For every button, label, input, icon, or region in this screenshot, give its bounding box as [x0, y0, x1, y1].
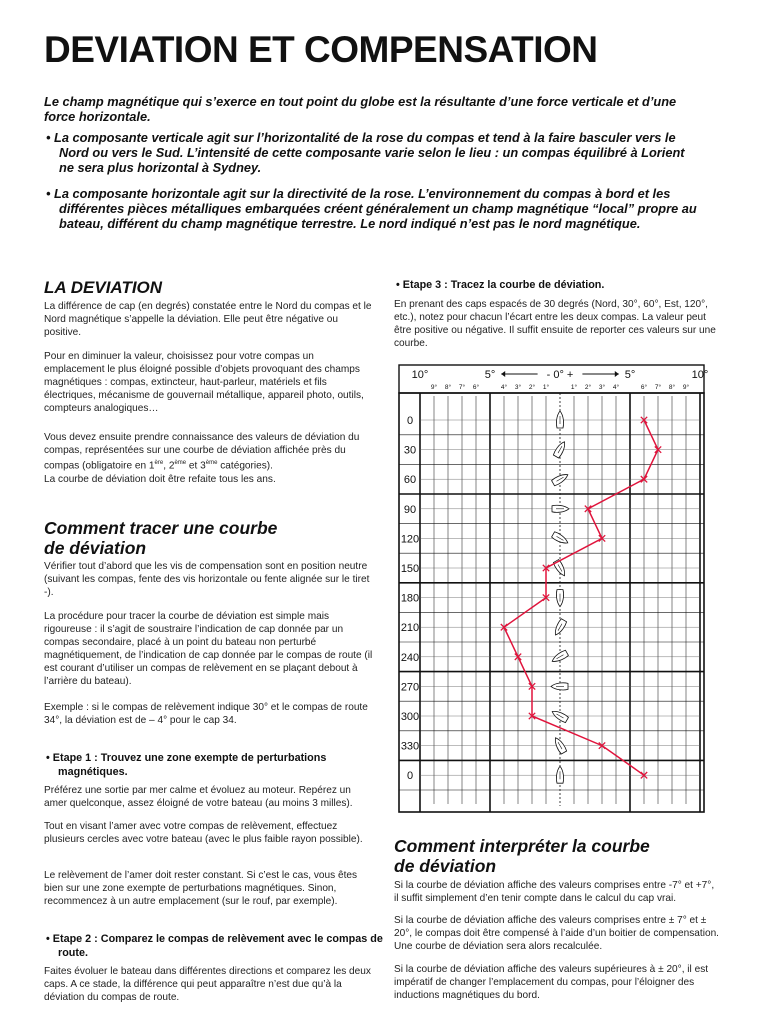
arrow-right-head — [615, 371, 619, 377]
axis-label-minor: 2° — [584, 384, 592, 391]
interpret-paragraph-3: Si la courbe de déviation affiche des valeurs supérieures à ± 20°, il est impératif de changer l’emplacement du compas, pour l’éloigner des inductions magnétiques du bord. — [394, 964, 709, 1002]
interpret-heading-line-2: de déviation — [394, 856, 497, 876]
step-2-paragraph-1: Faites évoluer le bateau dans différentes directions et comparez les deux caps. A ce stade, la différence qui peut apparaître n’est due qu’à la déviation du compas de route. — [44, 966, 371, 1004]
trace-paragraph-2: La procédure pour tracer la courbe de déviation est simple mais rigoureuse : il s’agit de soustraire l’indication de cap donnée par un compas secondaire, placé à un point du bateau non perturbé magnétiquement, de l’indication de cap donnée par le compas de route (il est courant d’utiliser un compas de relèvement en se plaçant debout à l’arrière du bateau). — [44, 611, 373, 688]
axis-label-minor: 1° — [542, 384, 550, 391]
boat-icon — [550, 708, 568, 723]
trace-heading-line-1: Comment tracer une courbe — [44, 518, 278, 538]
boat-icon — [551, 472, 569, 487]
chart-grid — [399, 365, 704, 812]
heading-label: 270 — [400, 681, 420, 694]
intro-text: Le champ magnétique qui s’exerce en tout point du globe est la résultante d’une force verticale et d’une force horizontale. — [44, 94, 677, 125]
heading-label: 60 — [403, 474, 417, 487]
heading-label: 0 — [406, 770, 414, 783]
deviation-paragraph-3: Vous devez ensuite prendre connaissance des valeurs de déviation du compas, représentées sur une courbe de déviation affichée près du compas (obligatoire en 1ère, 2ème et 3ème catégories). La courbe de déviation doit être refaite tous les ans. — [44, 432, 360, 485]
trace-paragraph-1: Vérifier tout d’abord que les vis de compensation sont en position neutre (suivant les compas, fente des vis horizontale ou fente alignée sur le tiret -). — [44, 561, 370, 599]
step-2-heading: • Etape 2 : Comparez le compas de relèvement avec le compas de route. — [46, 933, 383, 959]
axis-label-major: - 0° + — [546, 369, 574, 381]
heading-label: 210 — [400, 622, 420, 635]
bullet-vertical: • La composante verticale agit sur l’horizontalité de la rose du compas et tend à la faire basculer vers le Nord ou vers le Sud. L’intensité de cette composante varie selon le lieu : un compas équilibré à Lorient ne sera plus horizontal à Sydney. — [46, 130, 685, 176]
arrow-left-head — [501, 371, 505, 377]
heading-label: 300 — [400, 711, 420, 723]
axis-label-major: 5° — [624, 369, 636, 381]
heading-label: 150 — [400, 563, 420, 575]
heading-label: 30 — [403, 444, 417, 457]
axis-label-minor: 9° — [682, 384, 690, 391]
axis-label-major: 5° — [484, 369, 496, 381]
axis-label-minor: 4° — [612, 384, 620, 391]
chart-labels — [401, 369, 709, 782]
heading-label: 240 — [400, 651, 420, 664]
axis-label-minor: 4° — [500, 384, 508, 391]
step-3-paragraph: En prenant des caps espacés de 30 degrés (Nord, 30°, 60°, Est, 120°, etc.), notez pour chacun l’écart entre les deux compas. La valeur peut être positive ou négative. Il suffit ensuite de reporter ces valeurs sur une courbe. — [394, 299, 716, 350]
heading-label: 180 — [400, 592, 420, 605]
interpret-paragraph-1: Si la courbe de déviation affiche des valeurs comprises entre -7° et +7°, il suffit simplement d’en tenir compte dans le calcul du cap vrai. — [394, 880, 715, 905]
deviation-heading: LA DEVIATION — [44, 278, 163, 297]
interpret-heading-line-1: Comment interpréter la courbe — [394, 836, 650, 856]
axis-label-minor: 8° — [668, 384, 676, 391]
step-1-paragraph-3: Le relèvement de l’amer doit rester constant. Si c’est le cas, vous êtes bien sur une zone exempte de perturbations magnétiques. Sinon, recommencez à un autre emplacement (sur le rouf, par exemple). — [44, 870, 358, 908]
page-title: DEVIATION ET COMPENSATION — [44, 29, 598, 70]
bullet-horizontal: • La composante horizontale agit sur la directivité de la rose. L’environnement du compas à bord et les différentes pièces métalliques embarquées créent généralement un champ magnétique “local” propre au bateau, différent du champ magnétique terrestre. Le nord indiqué n’est pas le nord magnétique. — [46, 186, 697, 232]
axis-label-minor: 8° — [444, 384, 452, 391]
deviation-chart — [380, 362, 710, 814]
boat-icon — [550, 650, 568, 665]
axis-label-minor: 6° — [640, 384, 648, 391]
boat-icon — [556, 766, 563, 783]
axis-label-major: 10° — [411, 369, 429, 381]
deviation-paragraph-1: La différence de cap (en degrés) constatée entre le Nord du compas et le Nord magnétique s’appelle la déviation. Elle peut être négative ou positive. — [44, 301, 372, 339]
step-1-paragraph-1: Préférez une sortie par mer calme et évoluez au moteur. Repérez un amer quelconque, assez éloigné de votre bateau (au moins 3 milles). — [44, 785, 353, 810]
step-1-paragraph-2: Tout en visant l’amer avec votre compas de relèvement, effectuez plusieurs cercles avec votre bateau (avec le plus faible rayon possible). — [44, 821, 363, 846]
axis-label-minor: 7° — [654, 384, 662, 391]
heading-label: 90 — [403, 503, 417, 516]
step-3-heading: • Etape 3 : Tracez la courbe de déviation. — [396, 279, 605, 291]
deviation-paragraph-2: Pour en diminuer la valeur, choisissez pour votre compas un emplacement le plus éloigné possible d’objets provoquant des champs magnétiques : compas, extincteur, haut-parleur, matériels et fils électriques, mécanisme de gouvernail métallique, appareil photo, outils, compteurs analogiques… — [44, 351, 364, 415]
boat-icon — [551, 683, 568, 690]
axis-label-minor: 7° — [458, 384, 466, 391]
boat-icon — [556, 411, 563, 428]
step-1-heading: • Etape 1 : Trouvez une zone exempte de perturbations magnétiques. — [46, 752, 327, 778]
heading-label: 0 — [406, 415, 414, 427]
axis-label-minor: 3° — [514, 384, 522, 391]
boat-icon — [556, 590, 563, 607]
heading-label: 330 — [400, 740, 420, 753]
axis-label-minor: 6° — [472, 384, 480, 391]
trace-heading-line-2: de déviation — [44, 538, 147, 558]
trace-example: Exemple : si le compas de relèvement indique 30° et le compas de route 34°, la déviation est de – 4° pour le cap 34. — [44, 702, 368, 727]
boat-icon — [552, 505, 569, 512]
boat-icon — [551, 531, 569, 546]
axis-label-minor: 9° — [430, 384, 438, 391]
axis-label-major: 10° — [691, 369, 709, 381]
heading-label: 120 — [400, 533, 420, 546]
axis-label-minor: 3° — [598, 384, 606, 391]
axis-label-minor: 1° — [570, 384, 578, 391]
axis-label-minor: 2° — [528, 384, 536, 391]
interpret-paragraph-2: Si la courbe de déviation affiche des valeurs comprises entre ± 7° et ± 20°, le compas doit être compensé à l’aide d’un boitier de compensation. Une courbe de déviation sera alors recalculée. — [394, 915, 719, 953]
